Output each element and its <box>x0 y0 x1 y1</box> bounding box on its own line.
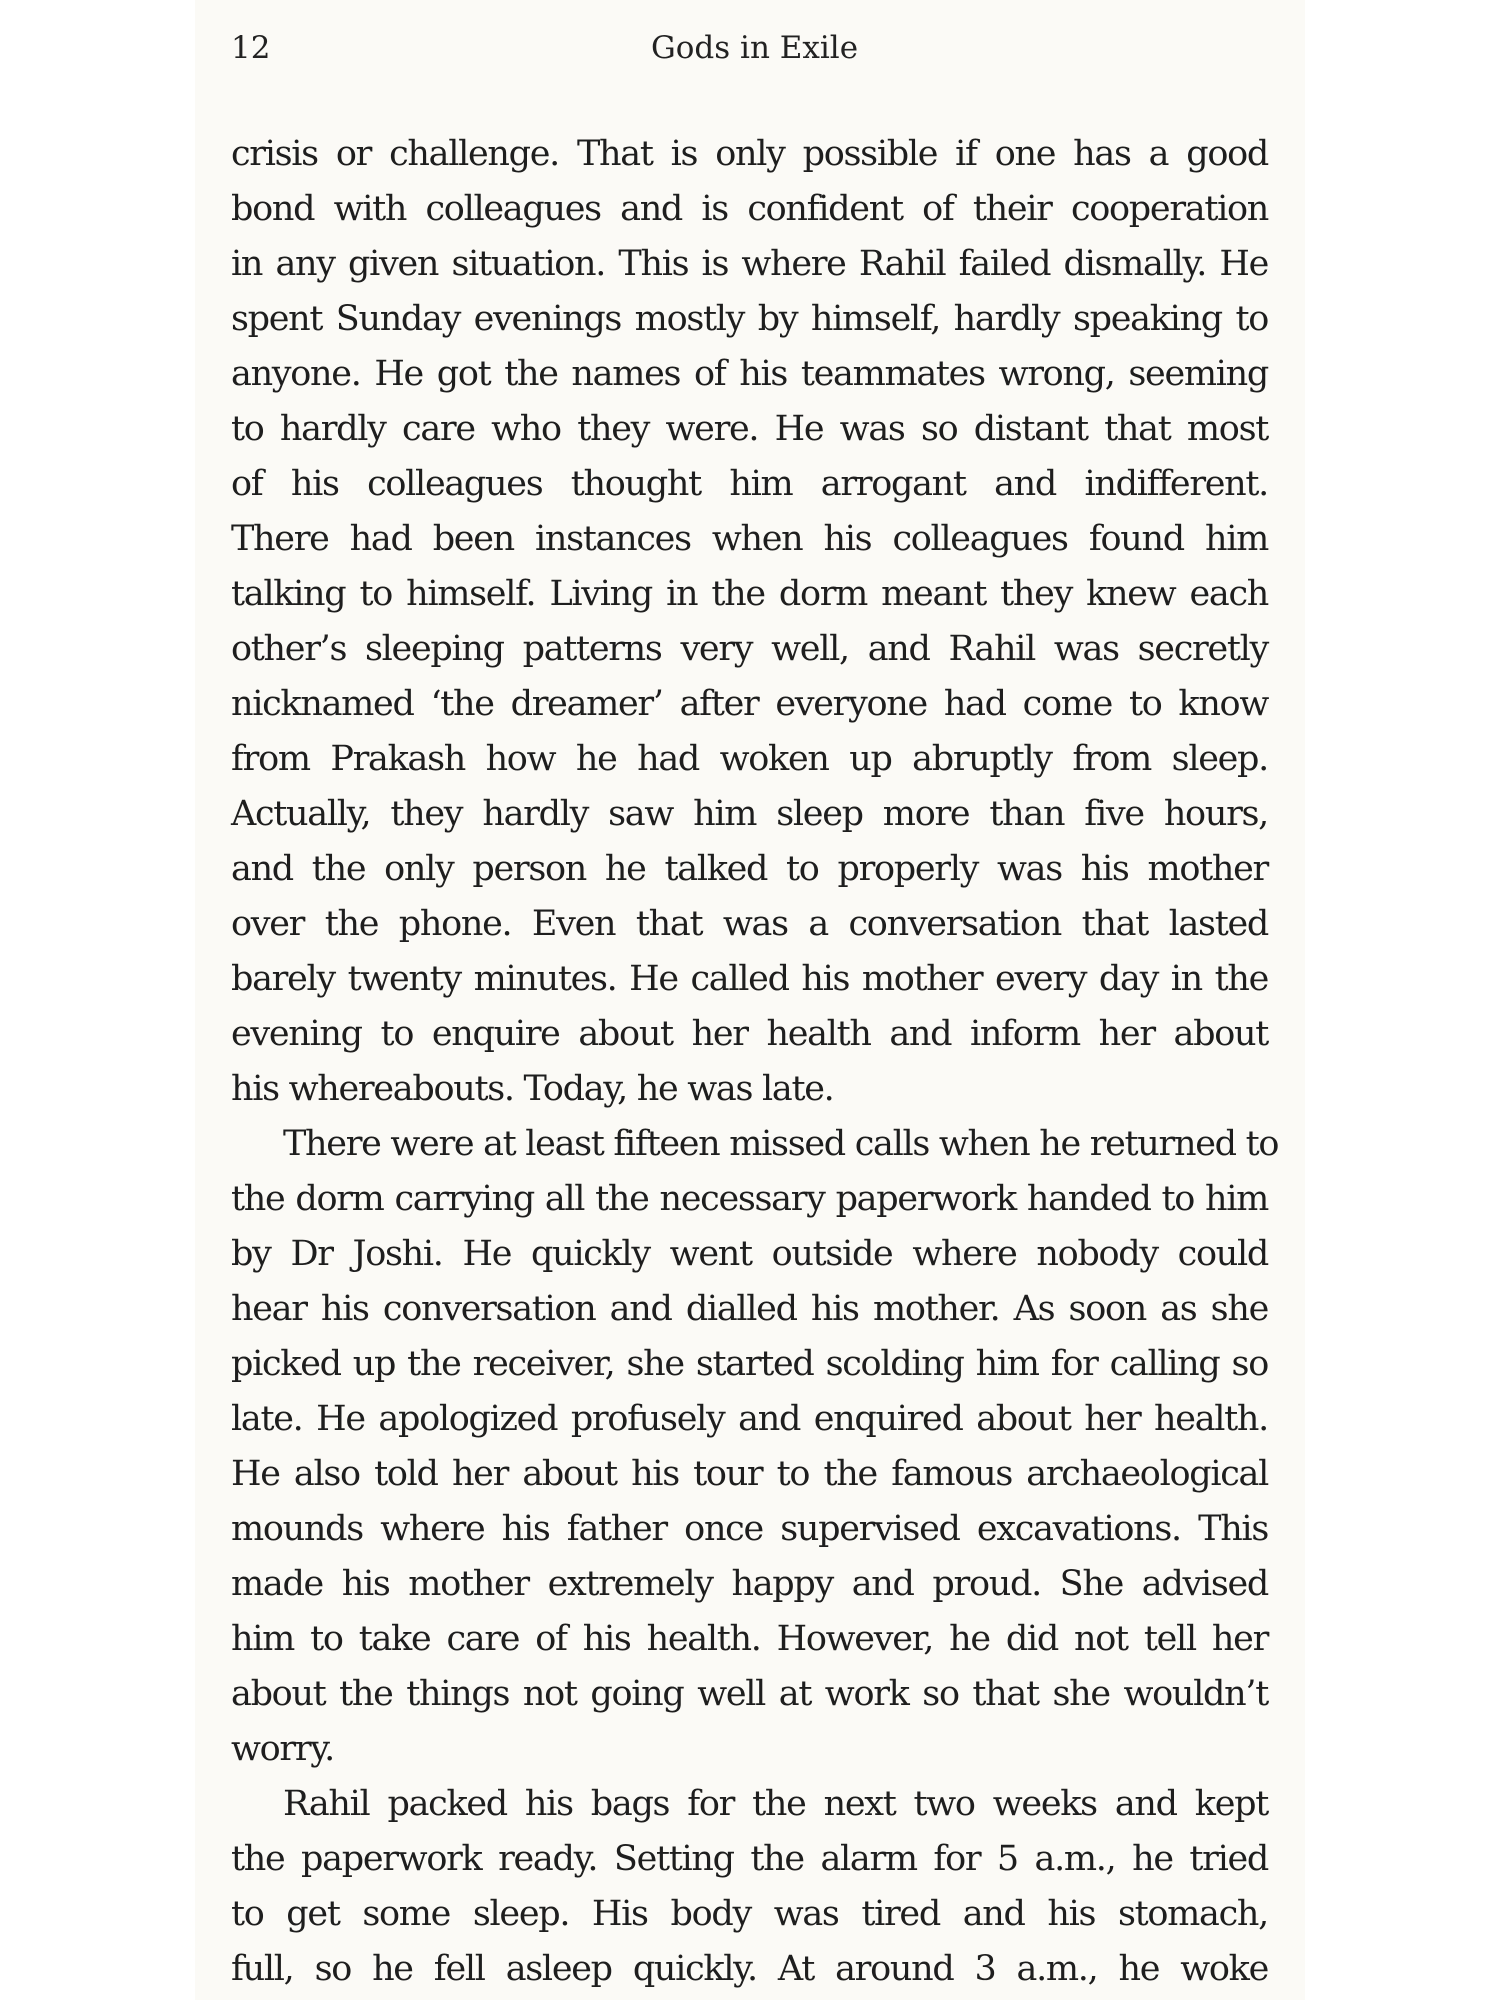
text-line: nicknamed ‘the dreamer’ after everyone had come to know <box>231 684 1268 724</box>
text-line: other’s sleeping patterns very well, and Rahil was secretly <box>231 629 1268 669</box>
paragraph-first-line: Rahil packed his bags for the next two weeks and kept <box>283 1784 1268 1824</box>
text-line: late. He apologized profusely and enquired about her health. <box>231 1399 1268 1439</box>
running-header <box>231 30 1268 70</box>
text-line: anyone. He got the names of his teammates wrong, seeming <box>231 354 1268 394</box>
text-line: in any given situation. This is where Rahil failed dismally. He <box>231 244 1268 284</box>
text-line: from Prakash how he had woken up abruptly from sleep. <box>231 739 1268 779</box>
text-line: full, so he fell asleep quickly. At around 3 a.m., he woke <box>231 1949 1268 1989</box>
text-line: the paperwork ready. Setting the alarm for 5 a.m., he tried <box>231 1839 1268 1879</box>
text-line: crisis or challenge. That is only possible if one has a good <box>231 134 1268 174</box>
text-line: to get some sleep. His body was tired and his stomach, <box>231 1894 1268 1934</box>
paragraph-first-line: There were at least fifteen missed calls when he returned to <box>283 1124 1279 1164</box>
text-line: about the things not going well at work so that she wouldn’t <box>231 1674 1268 1714</box>
text-line: spent Sunday evenings mostly by himself, hardly speaking to <box>231 299 1268 339</box>
text-line: bond with colleagues and is confident of their cooperation <box>231 189 1268 229</box>
text-line: over the phone. Even that was a conversation that lasted <box>231 904 1268 944</box>
text-line: evening to enquire about her health and inform her about <box>231 1014 1268 1054</box>
text-line: picked up the receiver, she started scolding him for calling so <box>231 1344 1268 1384</box>
text-line: to hardly care who they were. He was so distant that most <box>231 409 1268 449</box>
text-line: Actually, they hardly saw him sleep more than five hours, <box>231 794 1268 834</box>
paragraph-last-line: worry. <box>231 1729 334 1769</box>
text-line: talking to himself. Living in the dorm meant they knew each <box>231 574 1268 614</box>
text-line: mounds where his father once supervised excavations. This <box>231 1509 1268 1549</box>
running-title: Gods in Exile <box>651 30 859 66</box>
text-line: of his colleagues thought him arrogant and indifferent. <box>231 464 1268 504</box>
text-line: barely twenty minutes. He called his mother every day in the <box>231 959 1268 999</box>
text-line: by Dr Joshi. He quickly went outside where nobody could <box>231 1234 1268 1274</box>
text-line: him to take care of his health. However, he did not tell her <box>231 1619 1268 1659</box>
text-line: and the only person he talked to properly was his mother <box>231 849 1268 889</box>
text-line: made his mother extremely happy and proud. She advised <box>231 1564 1268 1604</box>
page-number: 12 <box>231 30 271 66</box>
text-line: hear his conversation and dialled his mother. As soon as she <box>231 1289 1268 1329</box>
text-line: the dorm carrying all the necessary paperwork handed to him <box>231 1179 1268 1219</box>
text-line: He also told her about his tour to the famous archaeological <box>231 1454 1268 1494</box>
paragraph-last-line: his whereabouts. Today, he was late. <box>231 1069 834 1109</box>
text-line: There had been instances when his colleagues found him <box>231 519 1268 559</box>
body-text <box>231 127 1279 1997</box>
